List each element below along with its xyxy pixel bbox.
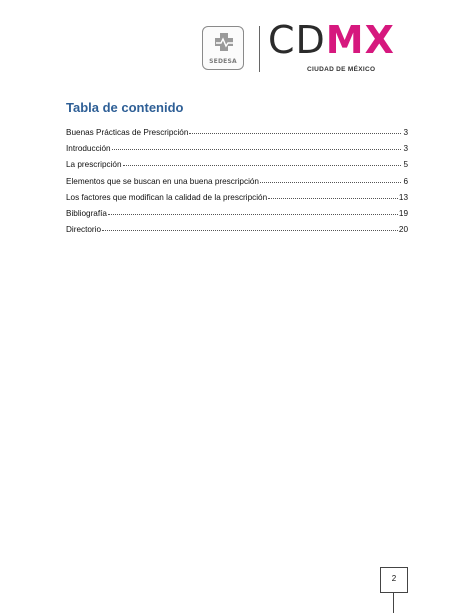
toc-entry[interactable] <box>66 193 408 209</box>
toc-entry-page: 3 <box>403 128 408 137</box>
cdmx-subtitle: CIUDAD DE MÉXICO <box>307 66 376 73</box>
toc-entry-page: 13 <box>398 192 408 202</box>
toc-dot-leader <box>102 224 398 231</box>
toc-dot-leader <box>112 143 401 150</box>
toc-entry-page: 6 <box>403 176 408 186</box>
header-divider <box>259 26 260 72</box>
cdmx-logo <box>268 18 395 62</box>
page-header <box>200 18 415 76</box>
toc-entry[interactable] <box>66 225 408 241</box>
cdmx-logo-mx: MX <box>325 18 395 62</box>
toc-entry-page: 20 <box>398 225 408 235</box>
toc-entry-label: Introducción <box>66 144 111 154</box>
toc-dot-leader <box>189 127 401 134</box>
toc-entry-page: 19 <box>398 208 408 218</box>
toc-dot-leader <box>123 159 401 166</box>
toc-entry[interactable] <box>66 177 408 193</box>
toc-entry-page: 5 <box>403 160 408 170</box>
sedesa-logo <box>202 26 244 70</box>
toc-dot-leader <box>268 192 398 199</box>
toc-entry-label: Buenas Prácticas de Prescripción <box>66 128 189 137</box>
toc-entry-label: Los factores que modifican la calidad de la prescripción <box>66 192 268 202</box>
toc-entry[interactable] <box>66 160 408 176</box>
toc-entry-label: Elementos que se buscan en una buena prescripción <box>66 176 259 186</box>
sedesa-label: SEDESA <box>209 58 237 65</box>
sedesa-emblem-icon <box>213 31 235 53</box>
toc-title: Tabla de contenido <box>66 100 184 115</box>
toc-dot-leader <box>260 176 401 183</box>
toc-entry-label: Bibliografía <box>66 208 107 218</box>
page-number-rule <box>393 593 394 613</box>
table-of-contents <box>66 128 408 241</box>
toc-entry[interactable] <box>66 144 408 160</box>
toc-entry-label: Directorio <box>66 225 102 235</box>
page-number: 2 <box>391 574 397 583</box>
toc-entry-page: 3 <box>403 144 408 154</box>
toc-entry[interactable] <box>66 128 408 144</box>
page-number-box <box>380 567 408 593</box>
toc-dot-leader <box>108 208 398 215</box>
cdmx-logo-cd: CD <box>268 18 326 62</box>
toc-entry[interactable] <box>66 209 408 225</box>
toc-entry-label: La prescripción <box>66 160 122 170</box>
